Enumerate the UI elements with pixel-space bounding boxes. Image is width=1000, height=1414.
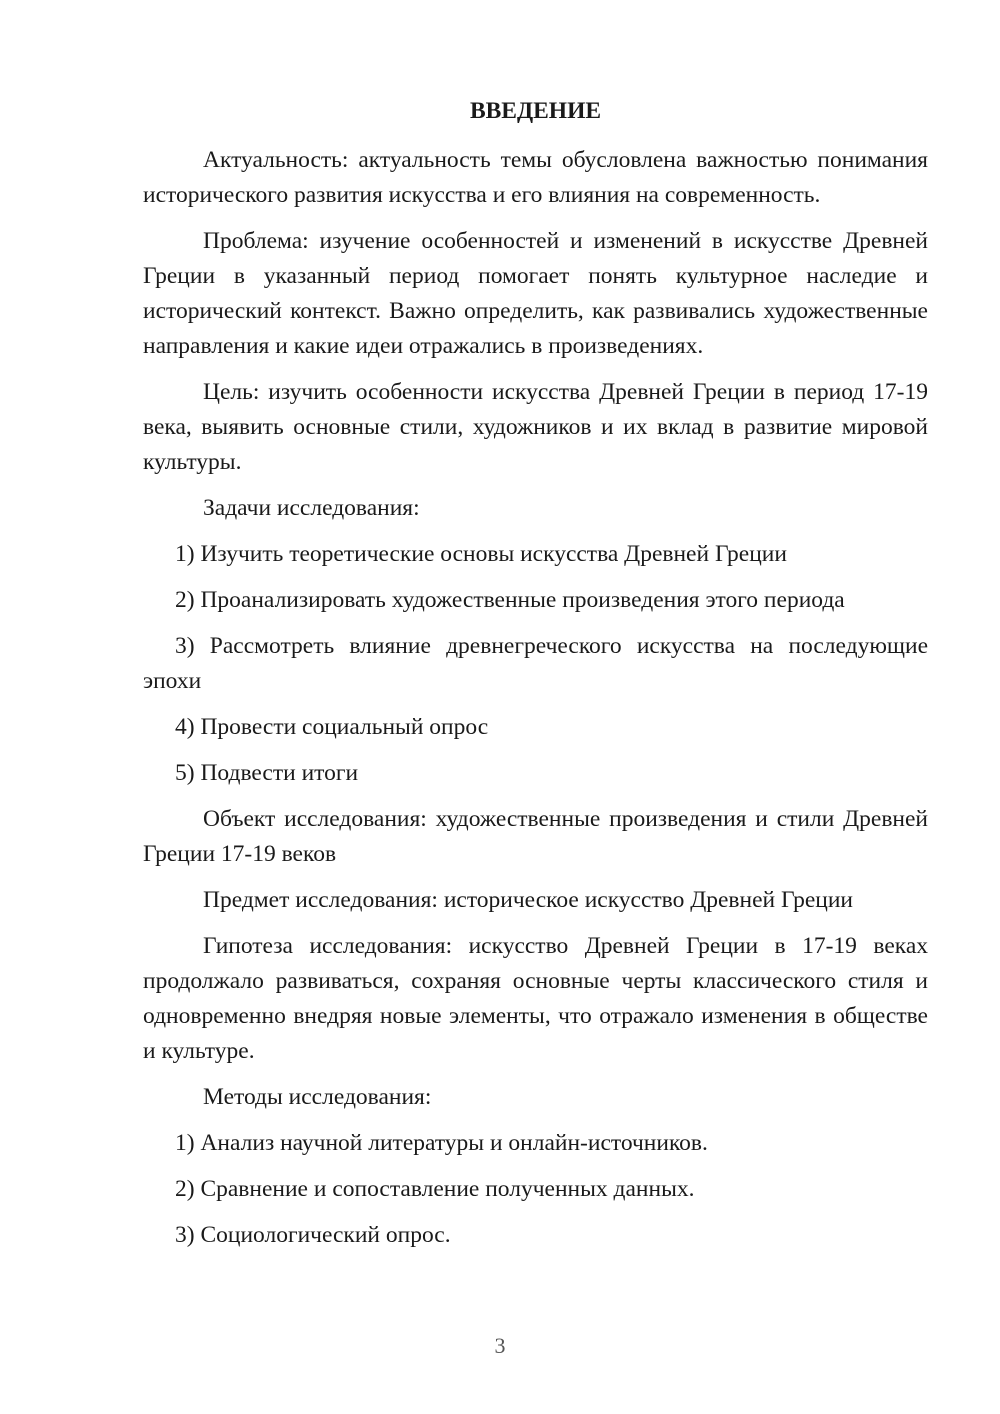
page-number: 3 xyxy=(494,1333,506,1358)
subject-paragraph: Предмет исследования: историческое искусство Древней Греции xyxy=(203,887,854,913)
hypothesis-paragraph: Гипотеза исследования: искусство Древней Греции в 17-19 веках продолжало развиваться, сохраняя основные черты классического стиля и одновременно внедряя новые элементы, что отражало изменения в обществе и культуре. xyxy=(143,933,928,1064)
method-item: 1) Анализ научной литературы и онлайн-источников. xyxy=(175,1130,708,1156)
relevance-paragraph: Актуальность: актуальность темы обусловлена важностью понимания исторического развития искусства и его влияния на современность. xyxy=(143,147,928,208)
task-item: 2) Проанализировать художественные произведения этого периода xyxy=(175,587,845,613)
document-page xyxy=(143,94,928,1264)
task-item: 3) Рассмотреть влияние древнегреческого искусства на последующие эпохи xyxy=(143,633,928,694)
problem-paragraph: Проблема: изучение особенностей и изменений в искусстве Древней Греции в указанный период помогает понять культурное наследие и исторический контекст. Важно определить, как развивались художественные направления и какие идеи отражались в произведениях. xyxy=(143,228,928,359)
task-item: 1) Изучить теоретические основы искусства Древней Греции xyxy=(175,541,787,567)
methods-label: Методы исследования: xyxy=(203,1084,432,1110)
goal-paragraph: Цель: изучить особенности искусства Древней Греции в период 17-19 века, выявить основные стили, художников и их вклад в развитие мировой культуры. xyxy=(143,379,928,475)
object-paragraph: Объект исследования: художественные произведения и стили Древней Греции 17-19 веков xyxy=(143,806,928,867)
task-item: 4) Провести социальный опрос xyxy=(175,714,489,740)
method-item: 2) Сравнение и сопоставление полученных данных. xyxy=(175,1176,695,1202)
tasks-label: Задачи исследования: xyxy=(203,495,420,521)
task-item: 5) Подвести итоги xyxy=(175,760,359,786)
section-heading: ВВЕДЕНИЕ xyxy=(469,98,602,124)
method-item: 3) Социологический опрос. xyxy=(175,1222,451,1248)
